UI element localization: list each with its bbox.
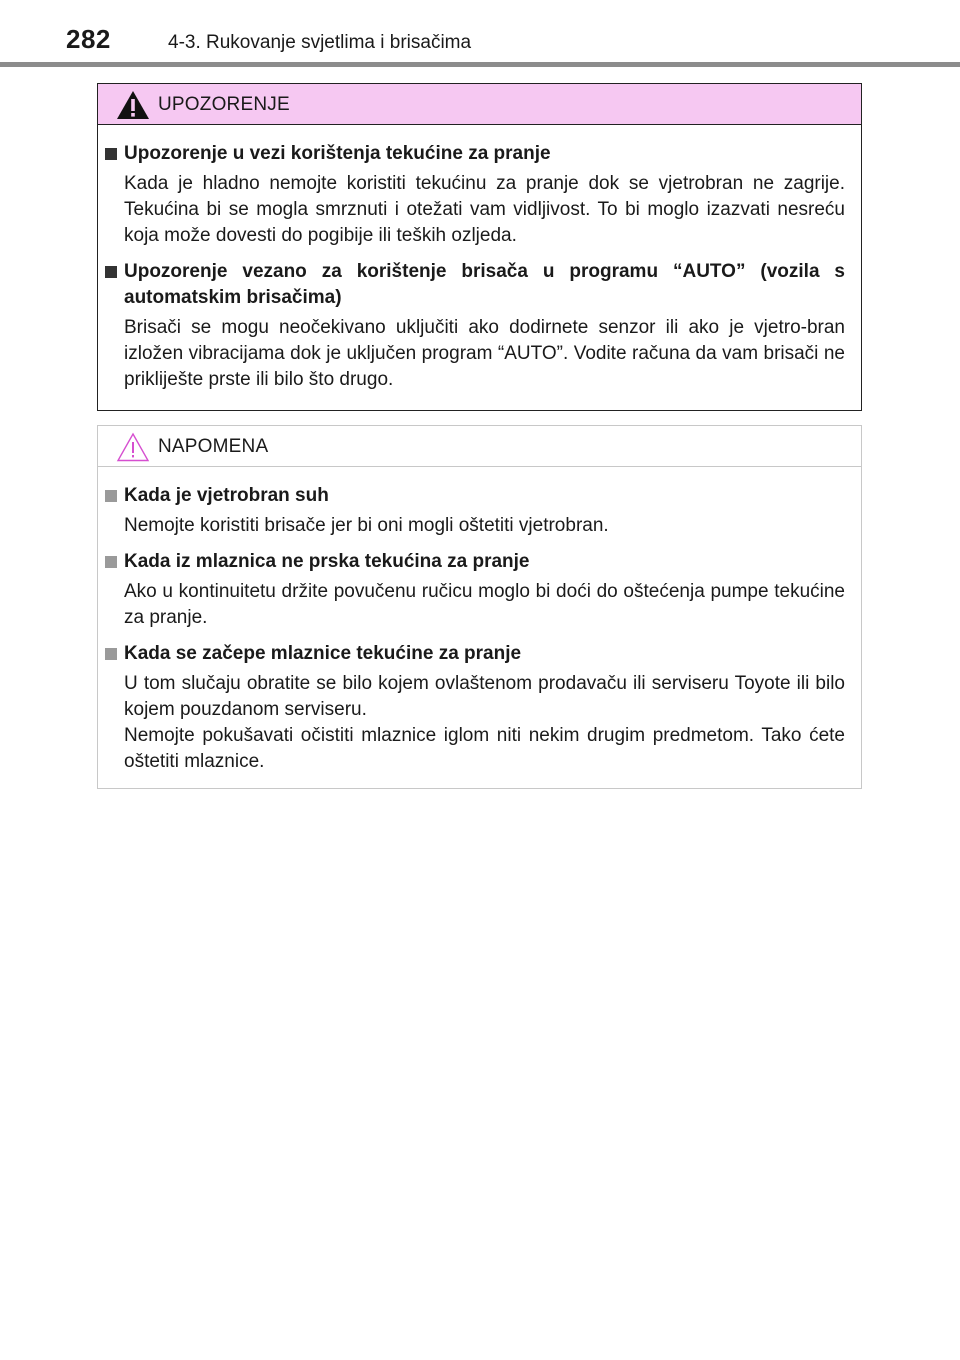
notice-item-text: Ako u kontinuitetu držite povučenu ručicu moglo bi doći do oštećenja pumpe tekućine za pranje. [124,581,845,628]
notice-item-heading: Kada je vjetrobran suh [124,485,329,506]
square-bullet-icon [105,266,117,278]
warning-item-heading: Upozorenje u vezi korištenja tekućine za pranje [124,143,551,164]
warning-box-body [98,125,861,393]
header-rule [0,62,960,67]
warning-triangle-icon [116,90,150,120]
warning-box [97,83,862,411]
notice-box [97,425,862,789]
warning-item [104,141,845,249]
notice-box-header [98,426,861,467]
notice-item [104,641,845,775]
warning-item [104,259,845,393]
square-bullet-icon [105,490,117,502]
notice-item-text [104,671,845,775]
page-header [0,0,960,68]
warning-box-header [98,84,861,125]
warning-box-title: UPOZORENJE [158,94,290,115]
square-bullet-icon [105,648,117,660]
notice-box-body [98,467,861,775]
notice-item [104,483,845,539]
square-bullet-icon [105,556,117,568]
notice-item-heading: Kada iz mlaznica ne prska tekućina za pranje [124,551,530,572]
page-number: 282 [66,24,111,54]
warning-item-text: Kada je hladno nemojte koristiti tekućinu za pranje dok se vjetrobran ne zagrije. Tekućina bi se mogla smrznuti i otežati vam vidljivost. To bi moglo izazvati nesreću koja može dovesti do pogibije ili teških ozljeda. [124,173,845,246]
notice-box-title: NAPOMENA [158,436,269,457]
notice-item [104,549,845,631]
notice-item-text: Nemojte koristiti brisače jer bi oni mogli oštetiti vjetrobran. [124,515,609,536]
warning-item-text: Brisači se mogu neočekivano uključiti ako dodirnete senzor ili ako je vjetro-bran izložen vibracijama dok je uključen program “AUTO”. Vodite računa da vam brisači ne prikliješte prste ili bilo što drugo. [124,317,845,390]
notice-item-heading: Kada se začepe mlaznice tekućine za pranje [124,643,522,664]
notice-item-paragraph: U tom slučaju obratite se bilo kojem ovlaštenom prodavaču ili serviseru Toyote ili bilo kojem pouzdanom serviseru. [124,673,845,720]
chapter-title: 4-3. Rukovanje svjetlima i brisačima [168,32,472,53]
warning-item-heading: Upozorenje vezano za korištenje brisača u programu “AUTO” (vozila s automatskim brisačima) [124,261,845,308]
square-bullet-icon [105,148,117,160]
notice-item-paragraph: Nemojte pokušavati očistiti mlaznice iglom niti nekim drugim predmetom. Tako ćete oštetiti mlaznice. [124,725,845,772]
outline-warning-triangle-icon [116,432,150,462]
